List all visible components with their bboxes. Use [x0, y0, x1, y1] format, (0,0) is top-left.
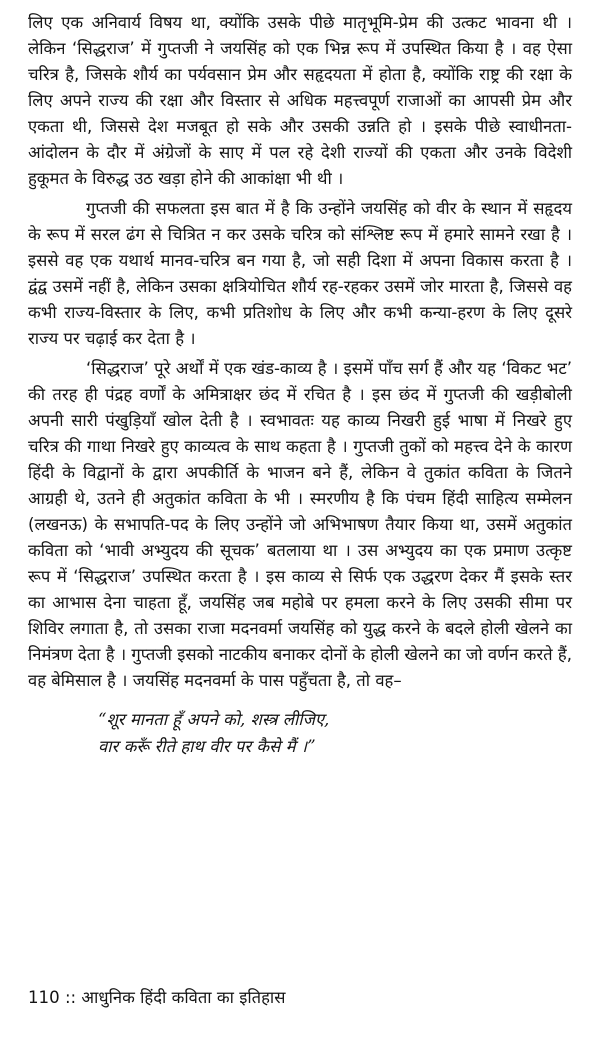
paragraph-3: ‘सिद्धराज’ पूरे अर्थों में एक खंड-काव्य है । इसमें पाँच सर्ग हैं और यह ‘विकट भट’ की तरह ही पंद्रह वर्णों के अमित्राक्षर छंद में रचित है । इस छंद में गुप्तजी की खड़ीबोली अपनी सारी पंखुड़ियाँ खोल देती है । स्वभावतः यह काव्य निखरी हुई भाषा में निखरे हुए चरित्र की गाथा निखरे हुए काव्यत्व के साथ कहता है । गुप्तजी तुकों को महत्त्व देने के कारण हिंदी के विद्वानों के द्वारा अपकीर्ति के भाजन बने हैं, लेकिन वे तुकांत कविता के जितने आग्रही थे, उतने ही अतुकांत कविता के भी । स्मरणीय है कि पंचम हिंदी साहित्य सम्मेलन (लखनऊ) के सभापति-पद के लिए उन्होंने जो अभिभाषण तैयार किया था, उसमें अतुकांत कविता को ‘भावी अभ्युदय की सूचक’ बतलाया था । उस अभ्युदय का एक प्रमाण उत्कृष्ट रूप में ‘सिद्धराज’ उपस्थित करता है । इस काव्य से सिर्फ एक उद्धरण देकर मैं इसके स्तर का आभास देना चाहता हूँ, जयसिंह जब महोबे पर हमला करने के लिए उसकी सीमा पर शिविर लगाता है, तो उसका राजा मदनवर्मा जयसिंह को युद्ध करने के बदले होली खेलने का निमंत्रण देता है । गुप्तजी इसको नाटकीय बनाकर दोनों के होली खेलने का जो वर्णन करते हैं, वह बेमिसाल है । जयसिंह मदनवर्मा के पास पहुँचता है, तो वह– — [28, 359, 572, 690]
quote-line-1: “शूर मानता हूँ अपने को, शस्त्र लीजिए, — [98, 710, 330, 729]
paragraph-1: लिए एक अनिवार्य विषय था, क्योंकि उसके पीछे मातृभूमि-प्रेम की उत्कट भावना थी । लेकिन ‘सिद्धराज’ में गुप्तजी ने जयसिंह को एक भिन्न रूप में उपस्थित किया है । वह ऐसा चरित्र है, जिसके शौर्य का पर्यवसान प्रेम और सहृदयता में होता है, क्योंकि राष्ट्र की रक्षा के लिए अपने राज्य की रक्षा और विस्तार से अधिक महत्त्वपूर्ण राजाओं का आपसी प्रेम और एकता थी, जिससे देश मजबूत हो सके और उसकी उन्नति हो । इसके पीछे स्वाधीनता-आंदोलन के दौर में अंग्रेजों के साए में पल रहे देशी राज्यों की एकता और उनके विदेशी हुकूमत के विरुद्ध उठ खड़ा होने की आकांक्षा भी थी । — [28, 13, 572, 188]
poem-quote — [98, 706, 572, 760]
page-footer: 110 :: आधुनिक हिंदी कविता का इतिहास — [28, 988, 286, 1007]
quote-line-2: वार करूँ रीते हाथ वीर पर कैसे मैं ।” — [98, 737, 316, 756]
paragraph-2: गुप्तजी की सफलता इस बात में है कि उन्होंने जयसिंह को वीर के स्थान में सहृदय के रूप में सरल ढंग से चित्रित न कर उसके चरित्र को संश्लिष्ट रूप में हमारे सामने रखा है । इससे वह एक यथार्थ मानव-चरित्र बन गया है, जो सही दिशा में अपना विकास करता है । द्वंद्व उसमें नहीं है, लेकिन उसका क्षत्रियोचित शौर्य रह-रहकर उसमें जोर मारता है, जिससे वह कभी राज्य-विस्तार के लिए, कभी प्रतिशोध के लिए और कभी कन्या-हरण के लिए दूसरे राज्य पर चढ़ाई कर देता है । — [28, 199, 572, 348]
